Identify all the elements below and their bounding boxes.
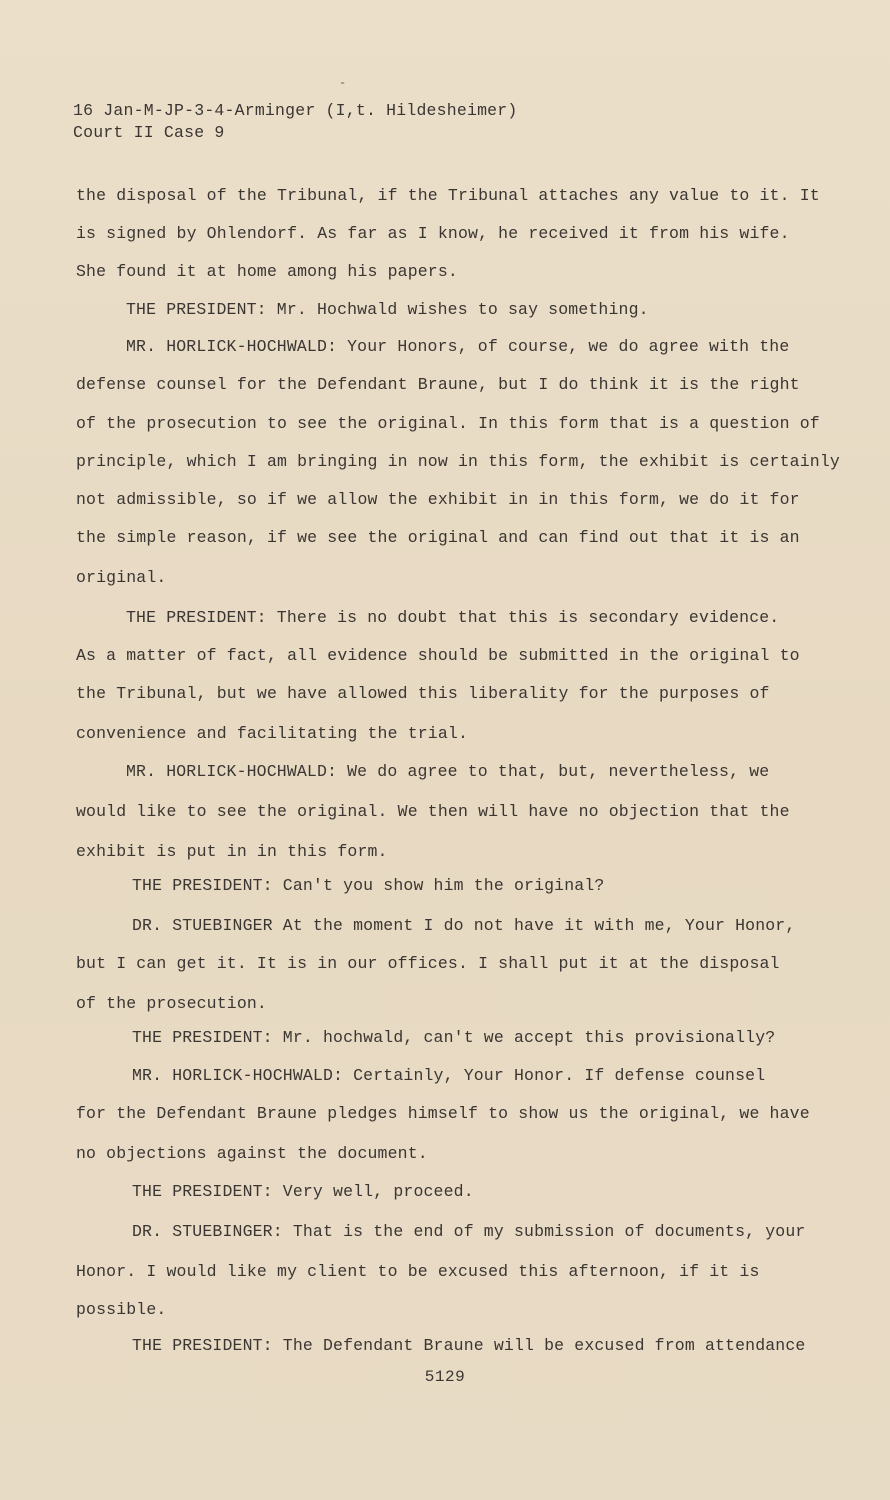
text-line: not admissible, so if we allow the exhibit in in this form, we do it for	[76, 490, 800, 509]
speaker-line: MR. HORLICK-HOCHWALD: We do agree to that, but, nevertheless, we	[126, 762, 770, 781]
header-line-2: Court II Case 9	[73, 123, 225, 142]
text-line: for the Defendant Braune pledges himself to show us the original, we have	[76, 1104, 810, 1123]
speaker-line: THE PRESIDENT: There is no doubt that this is secondary evidence.	[126, 608, 780, 627]
text-line: principle, which I am bringing in now in this form, the exhibit is certainly	[76, 452, 840, 471]
text-line: the Tribunal, but we have allowed this liberality for the purposes of	[76, 684, 770, 703]
text-line: original.	[76, 568, 167, 587]
text-line: is signed by Ohlendorf. As far as I know, he received it from his wife.	[76, 224, 790, 243]
text-line: would like to see the original. We then will have no objection that the	[76, 802, 790, 821]
text-line: defense counsel for the Defendant Braune, but I do think it is the right	[76, 375, 800, 394]
page-number: 5129	[424, 1368, 466, 1386]
speaker-line: THE PRESIDENT: The Defendant Braune will be excused from attendance	[132, 1336, 806, 1355]
text-line: the simple reason, if we see the original and can find out that it is an	[76, 528, 800, 547]
text-line: of the prosecution.	[76, 994, 267, 1013]
speaker-line: MR. HORLICK-HOCHWALD: Certainly, Your Honor. If defense counsel	[132, 1066, 766, 1085]
speaker-line: DR. STUEBINGER At the moment I do not have it with me, Your Honor,	[132, 916, 796, 935]
text-line: but I can get it. It is in our offices. I shall put it at the disposal	[76, 954, 780, 973]
speaker-line: DR. STUEBINGER: That is the end of my submission of documents, your	[132, 1222, 806, 1241]
text-line: possible.	[76, 1300, 167, 1319]
text-line: exhibit is put in in this form.	[76, 842, 388, 861]
speaker-line: THE PRESIDENT: Mr. hochwald, can't we accept this provisionally?	[132, 1028, 776, 1047]
speaker-line: MR. HORLICK-HOCHWALD: Your Honors, of course, we do agree with the	[126, 337, 790, 356]
text-line: convenience and facilitating the trial.	[76, 724, 469, 743]
speaker-line: THE PRESIDENT: Can't you show him the original?	[132, 876, 605, 895]
margin-mark: -	[339, 76, 347, 90]
text-line: She found it at home among his papers.	[76, 262, 458, 281]
speaker-line: THE PRESIDENT: Mr. Hochwald wishes to say something.	[126, 300, 649, 319]
text-line: of the prosecution to see the original. In this form that is a question of	[76, 414, 820, 433]
text-line: As a matter of fact, all evidence should be submitted in the original to	[76, 646, 800, 665]
header-line-1: 16 Jan-M-JP-3-4-Arminger (I,t. Hildesheimer)	[73, 101, 518, 120]
text-line: no objections against the document.	[76, 1144, 428, 1163]
document-header	[73, 100, 517, 144]
text-line: the disposal of the Tribunal, if the Tribunal attaches any value to it. It	[76, 186, 820, 205]
speaker-line: THE PRESIDENT: Very well, proceed.	[132, 1182, 474, 1201]
text-line: Honor. I would like my client to be excused this afternoon, if it is	[76, 1262, 760, 1281]
